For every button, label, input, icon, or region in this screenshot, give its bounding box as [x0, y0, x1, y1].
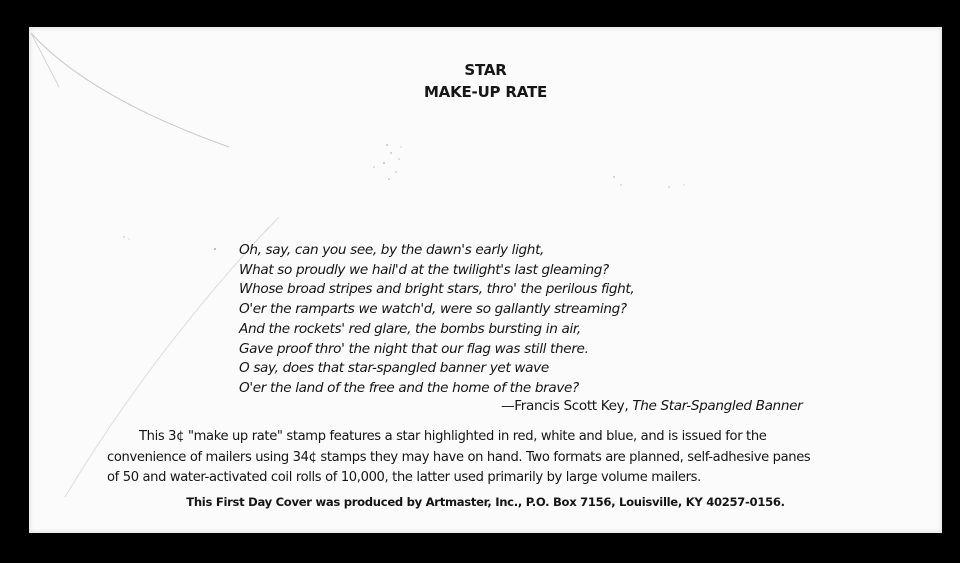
envelope-back — [29, 27, 942, 533]
poem-line: O'er the ramparts we watch'd, were so gallantly streaming? — [239, 301, 627, 318]
description-line: convenience of mailers using 34¢ stamps they may have on hand. Two formats are planned, self-adhesive panes — [107, 449, 811, 465]
title-line-1: STAR — [464, 61, 507, 79]
poem-line: Gave proof thro' the night that our flag was still there. — [239, 340, 589, 357]
poem-line: O'er the land of the free and the home of the brave? — [239, 379, 579, 396]
poem-line: What so proudly we hail'd at the twilight's last gleaming? — [239, 261, 609, 278]
poem-line: And the rockets' red glare, the bombs bursting in air, — [239, 320, 581, 337]
producer-credit: This First Day Cover was produced by Artmaster, Inc., P.O. Box 7156, Louisville, KY 40257-0156. — [186, 495, 785, 509]
description-line: This 3¢ "make up rate" stamp features a star highlighted in red, white and blue, and is issued for the — [139, 429, 767, 444]
poem-attribution — [501, 398, 802, 414]
attribution-work-title: The Star-Spangled Banner — [632, 398, 803, 414]
stamp-description — [107, 427, 810, 489]
poem-verse — [239, 241, 634, 399]
poem-line: O say, does that star-spangled banner yet wave — [239, 360, 549, 377]
poem-line: Whose broad stripes and bright stars, thro' the perilous fight, — [239, 281, 635, 298]
poem-line: Oh, say, can you see, by the dawn's early light, — [239, 242, 545, 258]
attribution-author: —Francis Scott Key, — [501, 398, 629, 414]
title-line-2: MAKE-UP RATE — [423, 83, 548, 101]
description-line: of 50 and water-activated coil rolls of 10,000, the latter used primarily by large volume mailers. — [107, 470, 701, 485]
